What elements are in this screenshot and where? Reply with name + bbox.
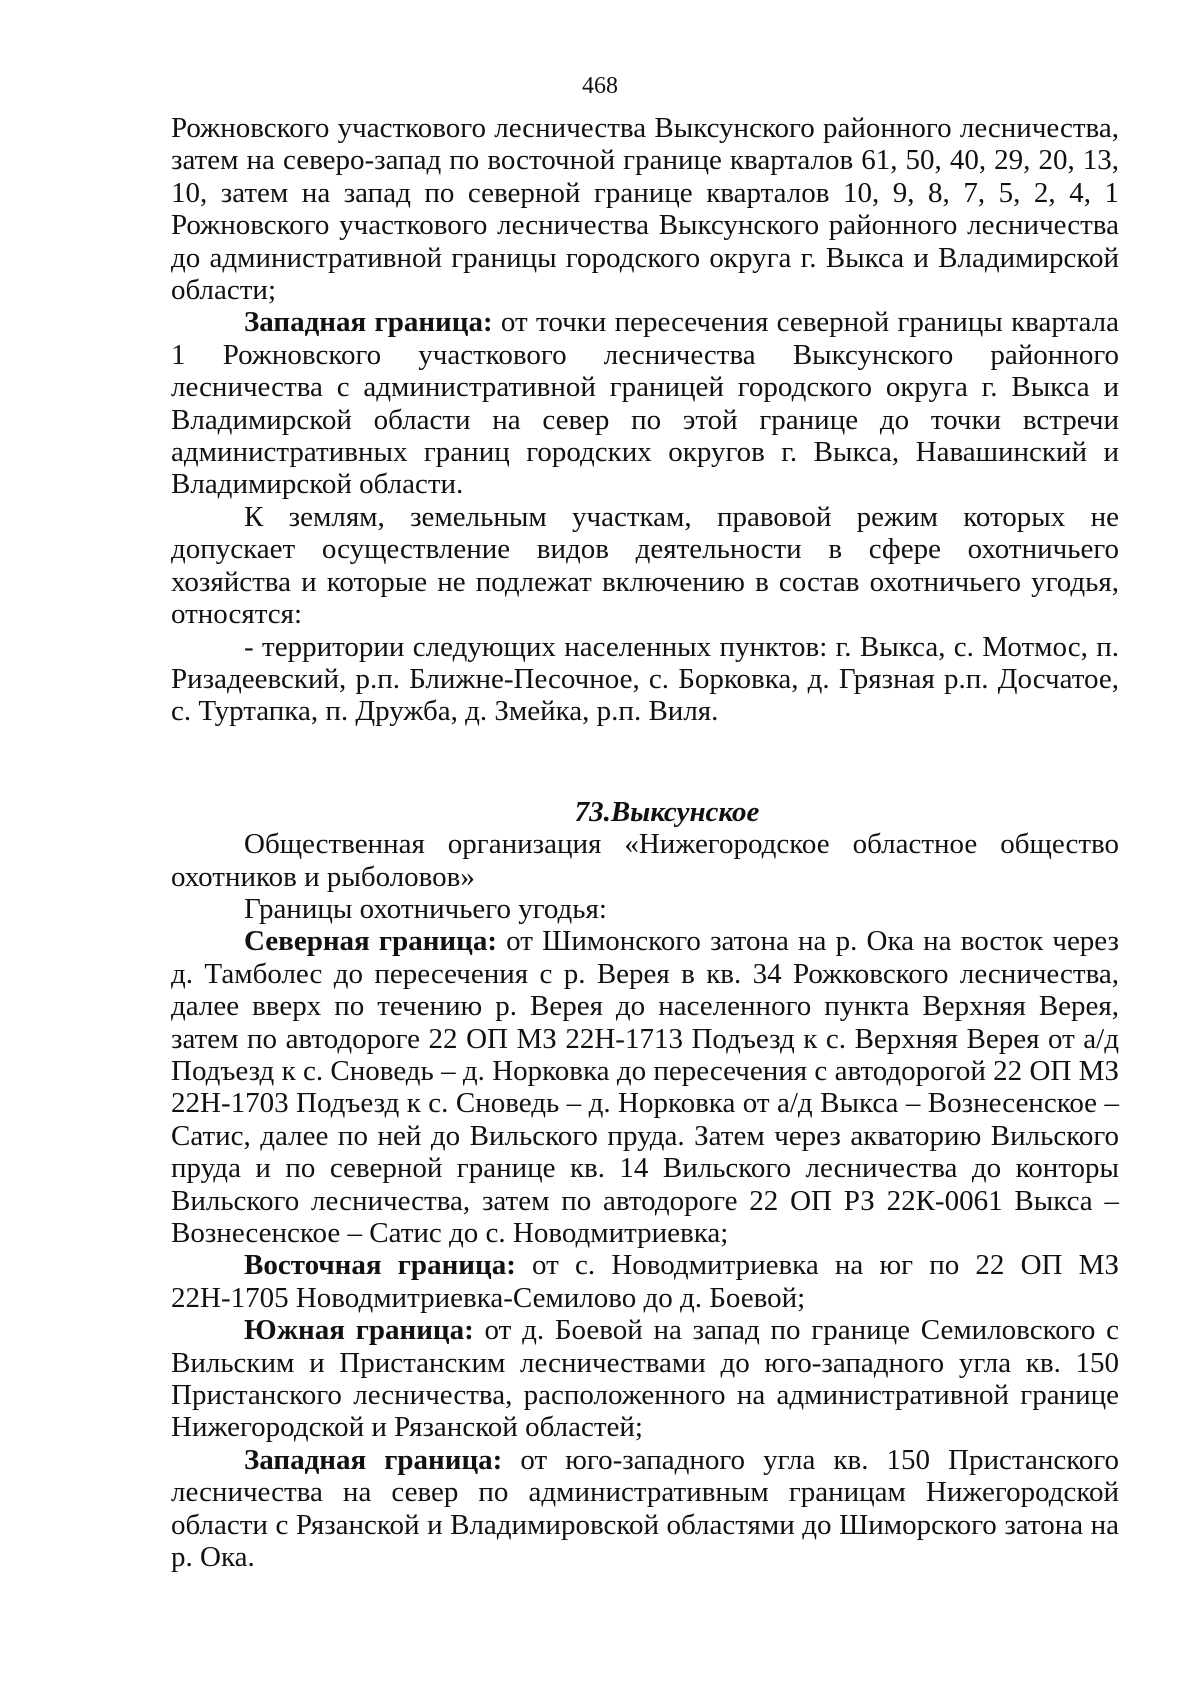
paragraph-rozhnovsky-continuation: Рожновского участкового лесничества Выксунского районного лесничества, затем на северо-запад по восточной границе кварталов 61, 50, 40, 29, 20, 13, 10, затем на запад по северной границе кварталов 10, 9, 8, 7, 5, 2, 4, 1 Рожновского участкового лесничества Выксунского районного лесничества до административной границы городского округа г. Выкса и Владимирской области; [171,112,1119,307]
east-boundary-text: от с. Новодмитриевка на юг по 22 ОП МЗ 22Н-1705 Новодмитриевка-Семилово до д. Боевой; [171,1249,1119,1314]
paragraph-east-boundary [171,1249,1119,1314]
section-heading-73: 73.Выксунское [574,795,760,828]
paragraph-west-boundary [171,1444,1119,1574]
paragraph-north-boundary [171,925,1119,1249]
paragraph-excluded-lands: К землям, земельным участкам, правовой режим которых не допускает осуществление видов деятельности в сфере охотничьего хозяйства и которые не подлежат включению в состав охотничьего угодья, относятся: [171,500,1119,631]
west-boundary-label: Западная граница: [244,306,493,339]
south-boundary-text: от д. Боевой на запад по границе Семиловского с Вильским и Пристанским лесничествами до юго-западного угла кв. 150 Пристанского лесничества, расположенного на административной границе Нижегородской и Рязанской областей; [171,1314,1119,1444]
west-boundary-label-73: Западная граница: [244,1443,503,1476]
south-boundary-label: Южная граница: [244,1314,474,1347]
east-boundary-label: Восточная граница: [244,1249,516,1282]
north-boundary-text: от Шимонского затона на р. Ока на восток через д. Тамболес до пересечения с р. Верея в кв. 34 Рожковского лесничества, далее вверх по течению р. Верея до населенного пункта Верхняя Верея, затем по автодороге 22 ОП МЗ 22Н-1713 Подъезд к с. Верхняя Верея от а/д Подъезд к с. Сноведь – д. Норковка до пересечения с автодорогой 22 ОП МЗ 22Н-1703 Подъезд к с. Сноведь – д. Норковка от а/д Выкса – Вознесенское – Сатис, далее по ней до Вильского пруда. Затем через акваторию Вильского пруда и по северной границе кв. 14 Вильского лесничества до конторы Вильского лесничества, затем по автодороге 22 ОП РЗ 22К-0061 Выкса – Вознесенское – Сатис до с. Новодмитриевка; [171,925,1119,1249]
west-boundary-text-73: от юго-западного угла кв. 150 Пристанского лесничества на север по административным границам Нижегородской области с Рязанской и Владимировской областями до Шиморского затона на р. Ока. [171,1443,1119,1574]
document-body [171,112,1119,1573]
north-boundary-label: Северная граница: [244,925,497,958]
paragraph-west-boundary-prev [171,306,1119,500]
paragraph-south-boundary [171,1314,1119,1444]
paragraph-boundaries-intro: Границы охотничьего угодья: [244,892,607,925]
west-boundary-text: от точки пересечения северной границы квартала 1 Рожновского участкового лесничества Выксунского районного лесничества с административной границей городского округа г. Выкса и Владимирской области на север по этой границе до точки встречи административных границ городских округов г. Выкса, Навашинский и Владимирской области. [171,306,1119,501]
paragraph-settlement-territories: - территории следующих населенных пунктов: г. Выкса, с. Мотмос, п. Ризадеевский, р.п. Ближне-Песочное, с. Борковка, д. Грязная р.п. Досчатое, с. Туртапка, п. Дружба, д. Змейка, р.п. Виля. [171,630,1119,728]
paragraph-organization: Общественная организация «Нижегородское областное общество охотников и рыболовов» [171,828,1119,893]
page-number: 468 [582,73,618,99]
